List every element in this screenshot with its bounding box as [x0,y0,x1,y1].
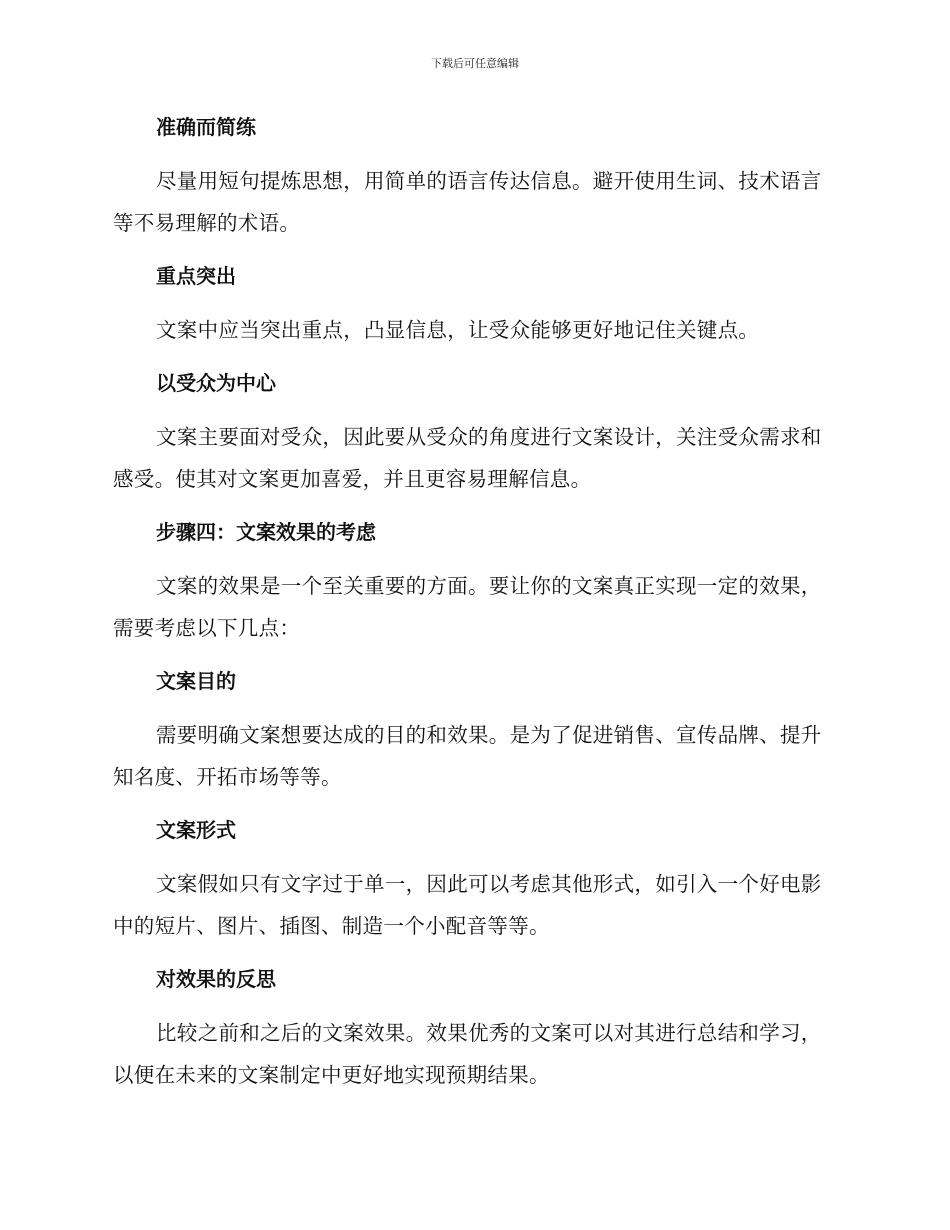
paragraph-reflection: 比较之前和之后的文案效果。效果优秀的文案可以对其进行总结和学习，以便在未来的文案制定中更好地实现预期结果。 [113,1021,822,1087]
page-header: 下载后可任意编辑 [431,57,519,70]
paragraph-step-four: 文案的效果是一个至关重要的方面。要让你的文案真正实现一定的效果，需要考虑以下几点： [113,574,822,640]
section-heading-copy-format: 文案形式 [156,818,236,842]
section-heading-highlight-key-points: 重点突出 [156,264,236,288]
section-heading-step-four: 步骤四：文案效果的考虑 [156,520,376,544]
paragraph-copy-purpose: 需要明确文案想要达成的目的和效果。是为了促进销售、宣传品牌、提升知名度、开拓市场等等。 [113,723,822,789]
paragraph-highlight-key-points: 文案中应当突出重点，凸显信息，让受众能够更好地记住关键点。 [156,318,760,342]
document-body [113,107,833,1108]
section-heading-copy-purpose: 文案目的 [156,669,236,693]
section-heading-reflection: 对效果的反思 [156,967,276,991]
paragraph-accurate-concise: 尽量用短句提炼思想，用简单的语言传达信息。避开使用生词、技术语言等不易理解的术语。 [113,169,822,235]
section-heading-audience-centered: 以受众为中心 [156,371,276,395]
paragraph-copy-format: 文案假如只有文字过于单一，因此可以考虑其他形式，如引入一个好电影中的短片、图片、插图、制造一个小配音等等。 [113,872,822,938]
section-heading-accurate-concise: 准确而简练 [156,115,256,139]
paragraph-audience-centered: 文案主要面对受众，因此要从受众的角度进行文案设计，关注受众需求和感受。使其对文案更加喜爱，并且更容易理解信息。 [113,425,822,491]
